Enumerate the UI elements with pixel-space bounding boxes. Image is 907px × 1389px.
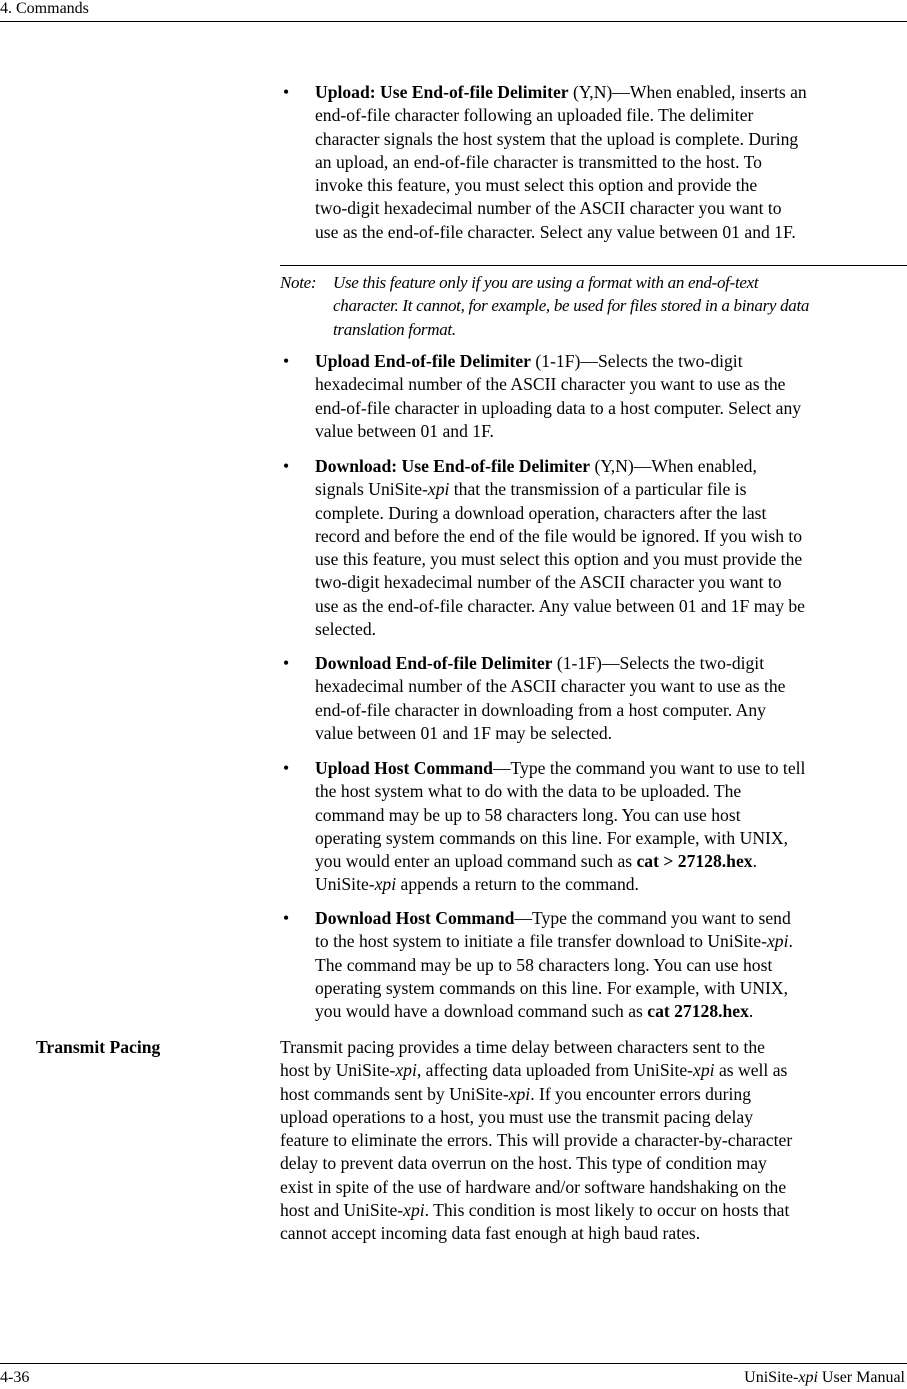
- page-number: 4-36: [0, 1369, 30, 1386]
- bullet-download-eof-delimiter: [315, 652, 785, 745]
- body-text: . UniSite-: [315, 851, 757, 895]
- italic-text: xpi: [403, 1200, 425, 1221]
- body-text: as well as host commands sent by UniSite-: [280, 1060, 788, 1104]
- italic-text: xpi: [374, 874, 397, 895]
- bold-text: Upload End-of-file Delimiter: [315, 351, 531, 371]
- bullet-icon: •: [283, 758, 290, 778]
- body-text: appends a return to the command.: [396, 874, 639, 895]
- italic-text: xpi: [395, 1060, 417, 1081]
- body-text: that the transmission of a particular file is complete. During a download operation, characters after the last record and before the end of the file would be ignored. If you wish to use this feature, you must select this option and you must provide the two-digit hexadecimal number of the ASCII character you want to use as the end-of-file character. Any value between 01 and 1F may be selected.: [315, 479, 805, 640]
- bullet-icon: •: [283, 908, 290, 928]
- note-rule: [280, 265, 907, 266]
- note-text: Use this feature only if you are using a format with an end-of-text character. It cannot, for example, be used for files stored in a binary data translation format.: [333, 273, 810, 339]
- body-text: (1-1F)—Selects the two-digit hexadecimal number of the ASCII character you want to use as the end-of-file character in downloading from a host computer. Any value between 01 and 1F may be selected.: [315, 653, 786, 743]
- body-text: . This condition is most likely to occur on hosts that cannot accept incoming data fast enough at high baud rates.: [280, 1200, 790, 1244]
- bullet-upload-host-command: [315, 757, 805, 897]
- transmit-pacing-body: [280, 1036, 792, 1246]
- body-text: .: [748, 1001, 754, 1022]
- bullet-icon: •: [283, 351, 290, 371]
- body-text: (Y,N)—When enabled, signals UniSite-: [315, 456, 757, 500]
- bold-text: Download Host Command: [315, 908, 515, 928]
- running-header: 4. Commands: [0, 0, 89, 17]
- bullet-icon: •: [283, 456, 290, 476]
- italic-text: xpi: [508, 1083, 531, 1104]
- bold-text: cat > 27128.hex: [636, 851, 753, 872]
- body-text: Transmit pacing provides a time delay between characters sent to the host by UniSite-: [280, 1037, 765, 1081]
- italic-text: xpi: [766, 931, 789, 952]
- italic-text: xpi: [427, 479, 450, 500]
- bold-text: Download End-of-file Delimiter: [315, 653, 553, 673]
- manual-title: [744, 1369, 905, 1387]
- body-text: (1-1F)—Selects the two-digit hexadecimal number of the ASCII character you want to use as the end-of-file character in uploading data to a host computer. Select any value between 01 and 1F.: [315, 351, 802, 441]
- bold-text: Upload: Use End-of-file Delimiter: [315, 82, 569, 102]
- body-text: (Y,N)—When enabled, inserts an end-of-file character following an uploaded file. The delimiter character signals the host system that the upload is complete. During an upload, an end-of-file character is transmitted to the host. To invoke this feature, you must select this option and provide the two-digit hexadecimal number of the ASCII character you want to use as the end-of-file character. Select any value between 01 and 1F.: [315, 82, 807, 242]
- italic-text: xpi: [693, 1060, 715, 1081]
- body-text: —Type the command you want to use to tell the host system what to do with the data to be uploaded. The command may be up to 58 characters long. You can use host operating system commands on this line. For example, with UNIX, you would enter an upload command such as: [315, 758, 806, 872]
- bullet-upload-eof-delimiter: [315, 350, 801, 443]
- bullet-icon: •: [283, 653, 290, 673]
- bold-text: Upload Host Command: [315, 758, 493, 778]
- body-text: . The command may be up to 58 characters long. You can use host operating system commands on this line. For example, with UNIX, you would have a download command such as: [315, 931, 793, 1022]
- body-text: —Type the command you want to send to the host system to initiate a file transfer download to UniSite-: [315, 908, 791, 952]
- manual-product: xpi: [798, 1369, 818, 1386]
- bullet-download-use-eof: [315, 455, 805, 641]
- manual-suffix: User Manual: [817, 1369, 905, 1386]
- header-rule: [0, 21, 907, 22]
- body-text: . If you encounter errors during upload operations to a host, you must use the transmit pacing delay feature to eliminate the errors. This will provide a character-by-character delay to prevent data overrun on the host. This type of condition may exist in spite of the use of hardware and/or software handshaking on the host and UniSite-: [280, 1083, 793, 1221]
- bold-text: Download: Use End-of-file Delimiter: [315, 456, 591, 476]
- body-text: , affecting data uploaded from UniSite-: [416, 1060, 694, 1081]
- transmit-pacing-heading: Transmit Pacing: [36, 1037, 161, 1057]
- bullet-upload-use-eof: [315, 81, 807, 244]
- bullet-icon: •: [283, 82, 290, 102]
- footer-rule: [0, 1363, 907, 1364]
- bold-text: cat 27128.hex: [647, 1001, 749, 1022]
- bullet-download-host-command: [315, 907, 793, 1023]
- manual-prefix: UniSite-: [744, 1369, 799, 1386]
- note-label: Note:: [280, 273, 317, 292]
